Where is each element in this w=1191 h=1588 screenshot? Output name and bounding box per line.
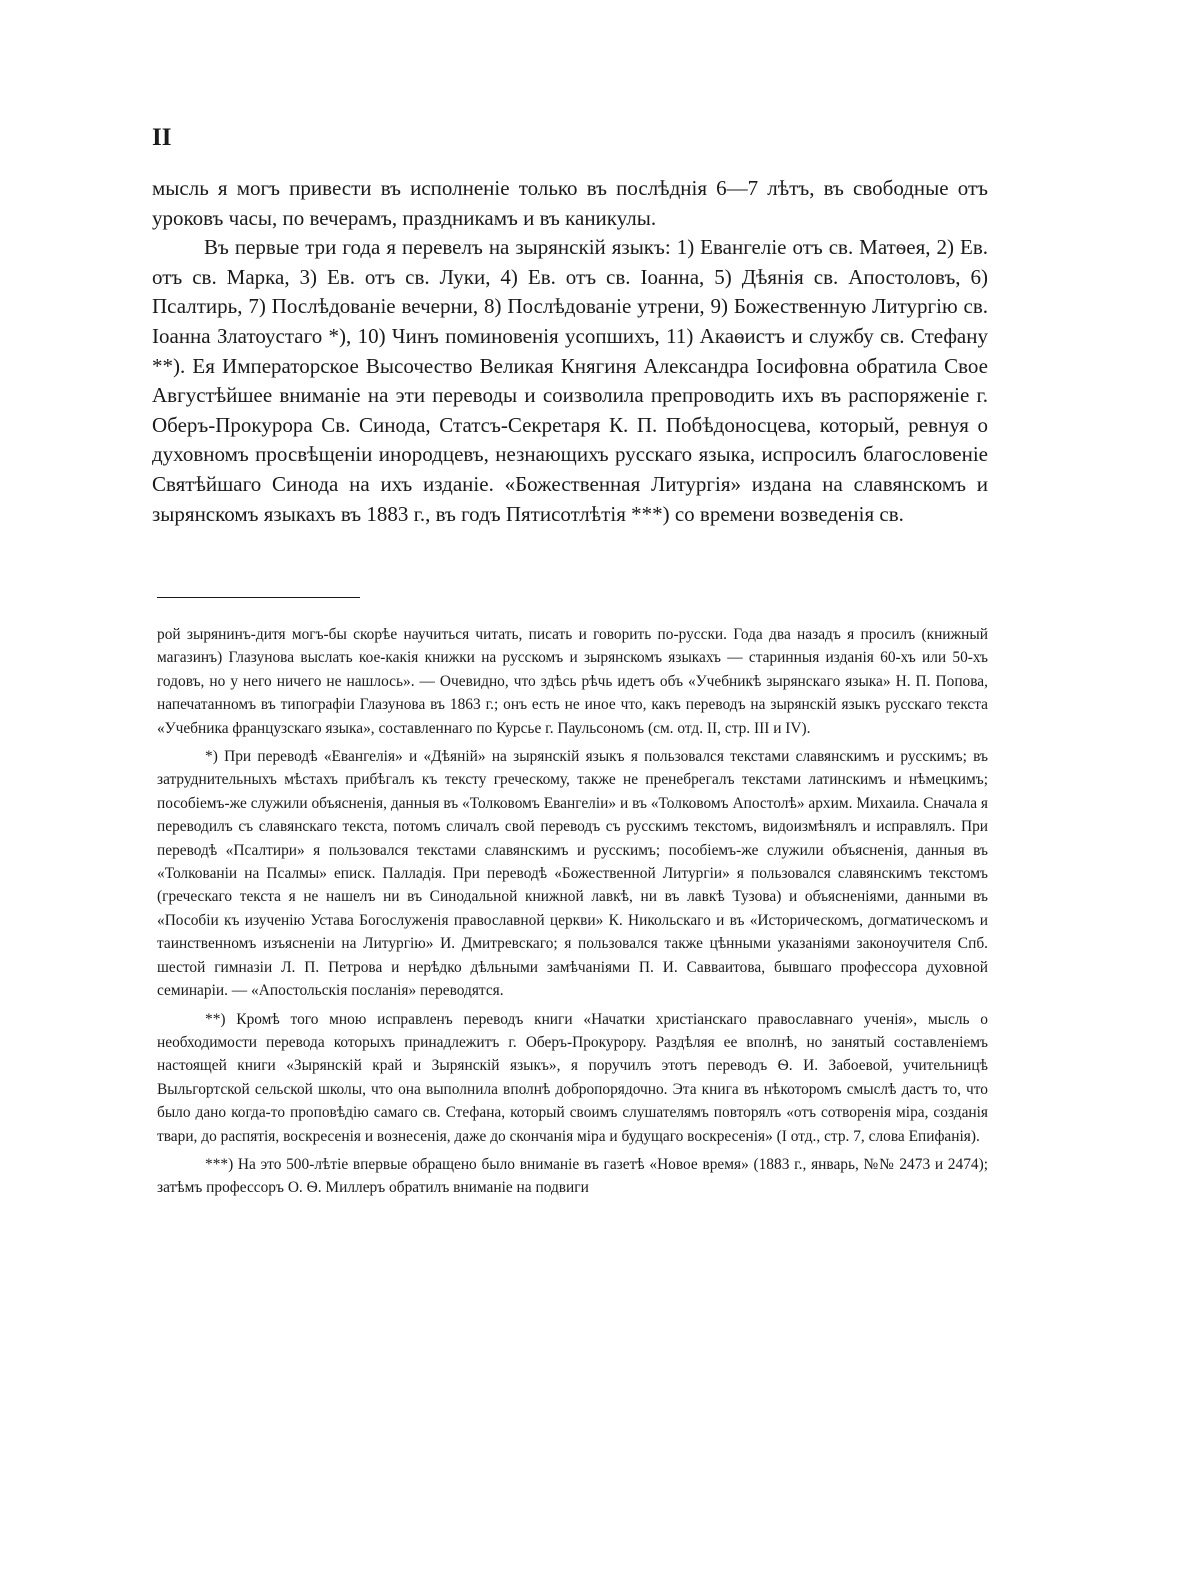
main-text — [152, 174, 988, 529]
main-paragraph-translations: Въ первые три года я перевелъ на зырянскій языкъ: 1) Евангеліе отъ св. Матѳея, 2) Ев. отъ св. Марка, 3) Ев. отъ св. Луки, 4) Ев. отъ св. Іоанна, 5) Дѣянія св. Апостоловъ, 6) Псалтирь, 7) Послѣдованіе вечерни, 8) Послѣдованіе утрени, 9) Божественную Литургію св. Іоанна Златоустаго *), 10) Чинъ поминовенія усопшихъ, 11) Акаѳистъ и службу св. Стефану **). Ея Императорское Высочество Великая Княгиня Александра Іосифовна обратила Свое Августѣйшее вниманіе на эти переводы и соизволила препроводить ихъ въ распоряженіе г. Оберъ-Прокурора Св. Синода, Статсъ-Секретаря К. П. Побѣдоносцева, который, ревнуя о духовномъ просвѣщеніи инородцевъ, незнающихъ русскаго языка, испросилъ благословеніе Святѣйшаго Синода на ихъ изданіе. «Божественная Литургія» издана на славянскомъ и зырянскомъ языкахъ въ 1883 г., въ годъ Пятисотлѣтія ***) со времени возведенія св. — [152, 235, 988, 526]
footnote-1: *) При переводѣ «Евангелія» и «Дѣяній» на зырянскій языкъ я пользовался текстами славянскимъ и русскимъ; въ затруднительныхъ мѣстахъ прибѣгалъ къ тексту греческому, также не пренебрегалъ текстами латинскимъ и нѣмецкимъ; пособіемъ-же служили объясненія, данныя въ «Толковомъ Евангеліи» и въ «Толковомъ Апостолѣ» архим. Михаила. Сначала я переводилъ съ славянскаго текста, потомъ сличалъ свой переводъ съ русскимъ текстомъ, видоизмѣнялъ и исправлялъ. При переводѣ «Псалтири» я пользовался текстами славянскимъ и русскимъ; пособіемъ-же служили объясненія, данныя въ «Толкованіи на Псалмы» еписк. Палладія. При переводѣ «Божественной Литургіи» я пользовался славянскимъ текстомъ (греческаго текста я не нашелъ ни въ Синодальной книжной лавкѣ, ни въ лавкѣ Тузова) и объясненіями, данными въ «Пособіи къ изученію Устава Богослуженія православной церкви» К. Никольскаго и въ «Историческомъ, догматическомъ и таинственномъ изъясненіи на Литургію» И. Дмитревскаго; я пользовался также цѣнными указаніями законоучителя Спб. шестой гимназіи Л. П. Петрова и нерѣдко дѣльными замѣчаніями П. И. Савваитова, бывшаго профессора духовной семинаріи. — «Апостольскія посланія» переводятся. — [157, 748, 988, 1000]
page-number: II — [152, 124, 172, 151]
footnote-3: ***) На это 500-лѣтіе впервые обращено было вниманіе въ газетѣ «Новое время» (1883 г., январь, №№ 2473 и 2474); затѣмъ профессоръ О. Ѳ. Миллеръ обратилъ вниманіе на подвиги — [157, 1155, 988, 1197]
footnote-continuation: рой зырянинъ-дитя могъ-бы скорѣе научиться читать, писать и говорить по-русски. Года два назадъ я просилъ (книжный магазинъ) Глазунова выслать кое-какія книжки на русскомъ и зырянскомъ языкахъ — старинныя изданія 60-хъ или 50-хъ годовъ, но у него ничего не нашлось». — Очевидно, что здѣсь рѣчь идетъ объ «Учебникѣ зырянскаго языка» Н. П. Попова, напечатанномъ въ типографіи Глазунова въ 1863 г.; онъ есть не иное что, какъ переводъ на зырянскій языкъ русскаго текста «Учебника французскаго языка», составленнаго по Курсье г. Паульсономъ (см. отд. II, стр. III и IV). — [157, 626, 988, 737]
footnote-2: **) Кромѣ того мною исправленъ переводъ книги «Начатки христіанскаго православнаго ученія», мысль о необходимости перевода которыхъ принадлежитъ г. Оберъ-Прокурору. Раздѣляя ее вполнѣ, но занятый составленіемъ настоящей книги «Зырянскій край и Зырянскій языкъ», я поручилъ этотъ переводъ Ѳ. И. Забоевой, учительницѣ Выльгортской сельской школы, что она выполнила вполнѣ добропорядочно. Эта книга въ нѣкоторомъ смыслѣ дастъ то, что было дано когда-то проповѣдію самаго св. Стефана, который своимъ слушателямъ повторялъ «отъ сотворенія міра, созданія твари, до распятія, воскресенія и вознесенія, даже до скончанія міра и будущаго воскресенія» (I отд., стр. 7, слова Епифанія). — [157, 1010, 988, 1145]
footnotes — [157, 623, 988, 1205]
footnote-separator — [157, 597, 360, 598]
main-paragraph-continuation: мысль я могъ привести въ исполненіе только въ послѣднія 6—7 лѣтъ, въ свободные отъ уроковъ часы, по вечерамъ, праздникамъ и въ каникулы. — [152, 176, 988, 230]
